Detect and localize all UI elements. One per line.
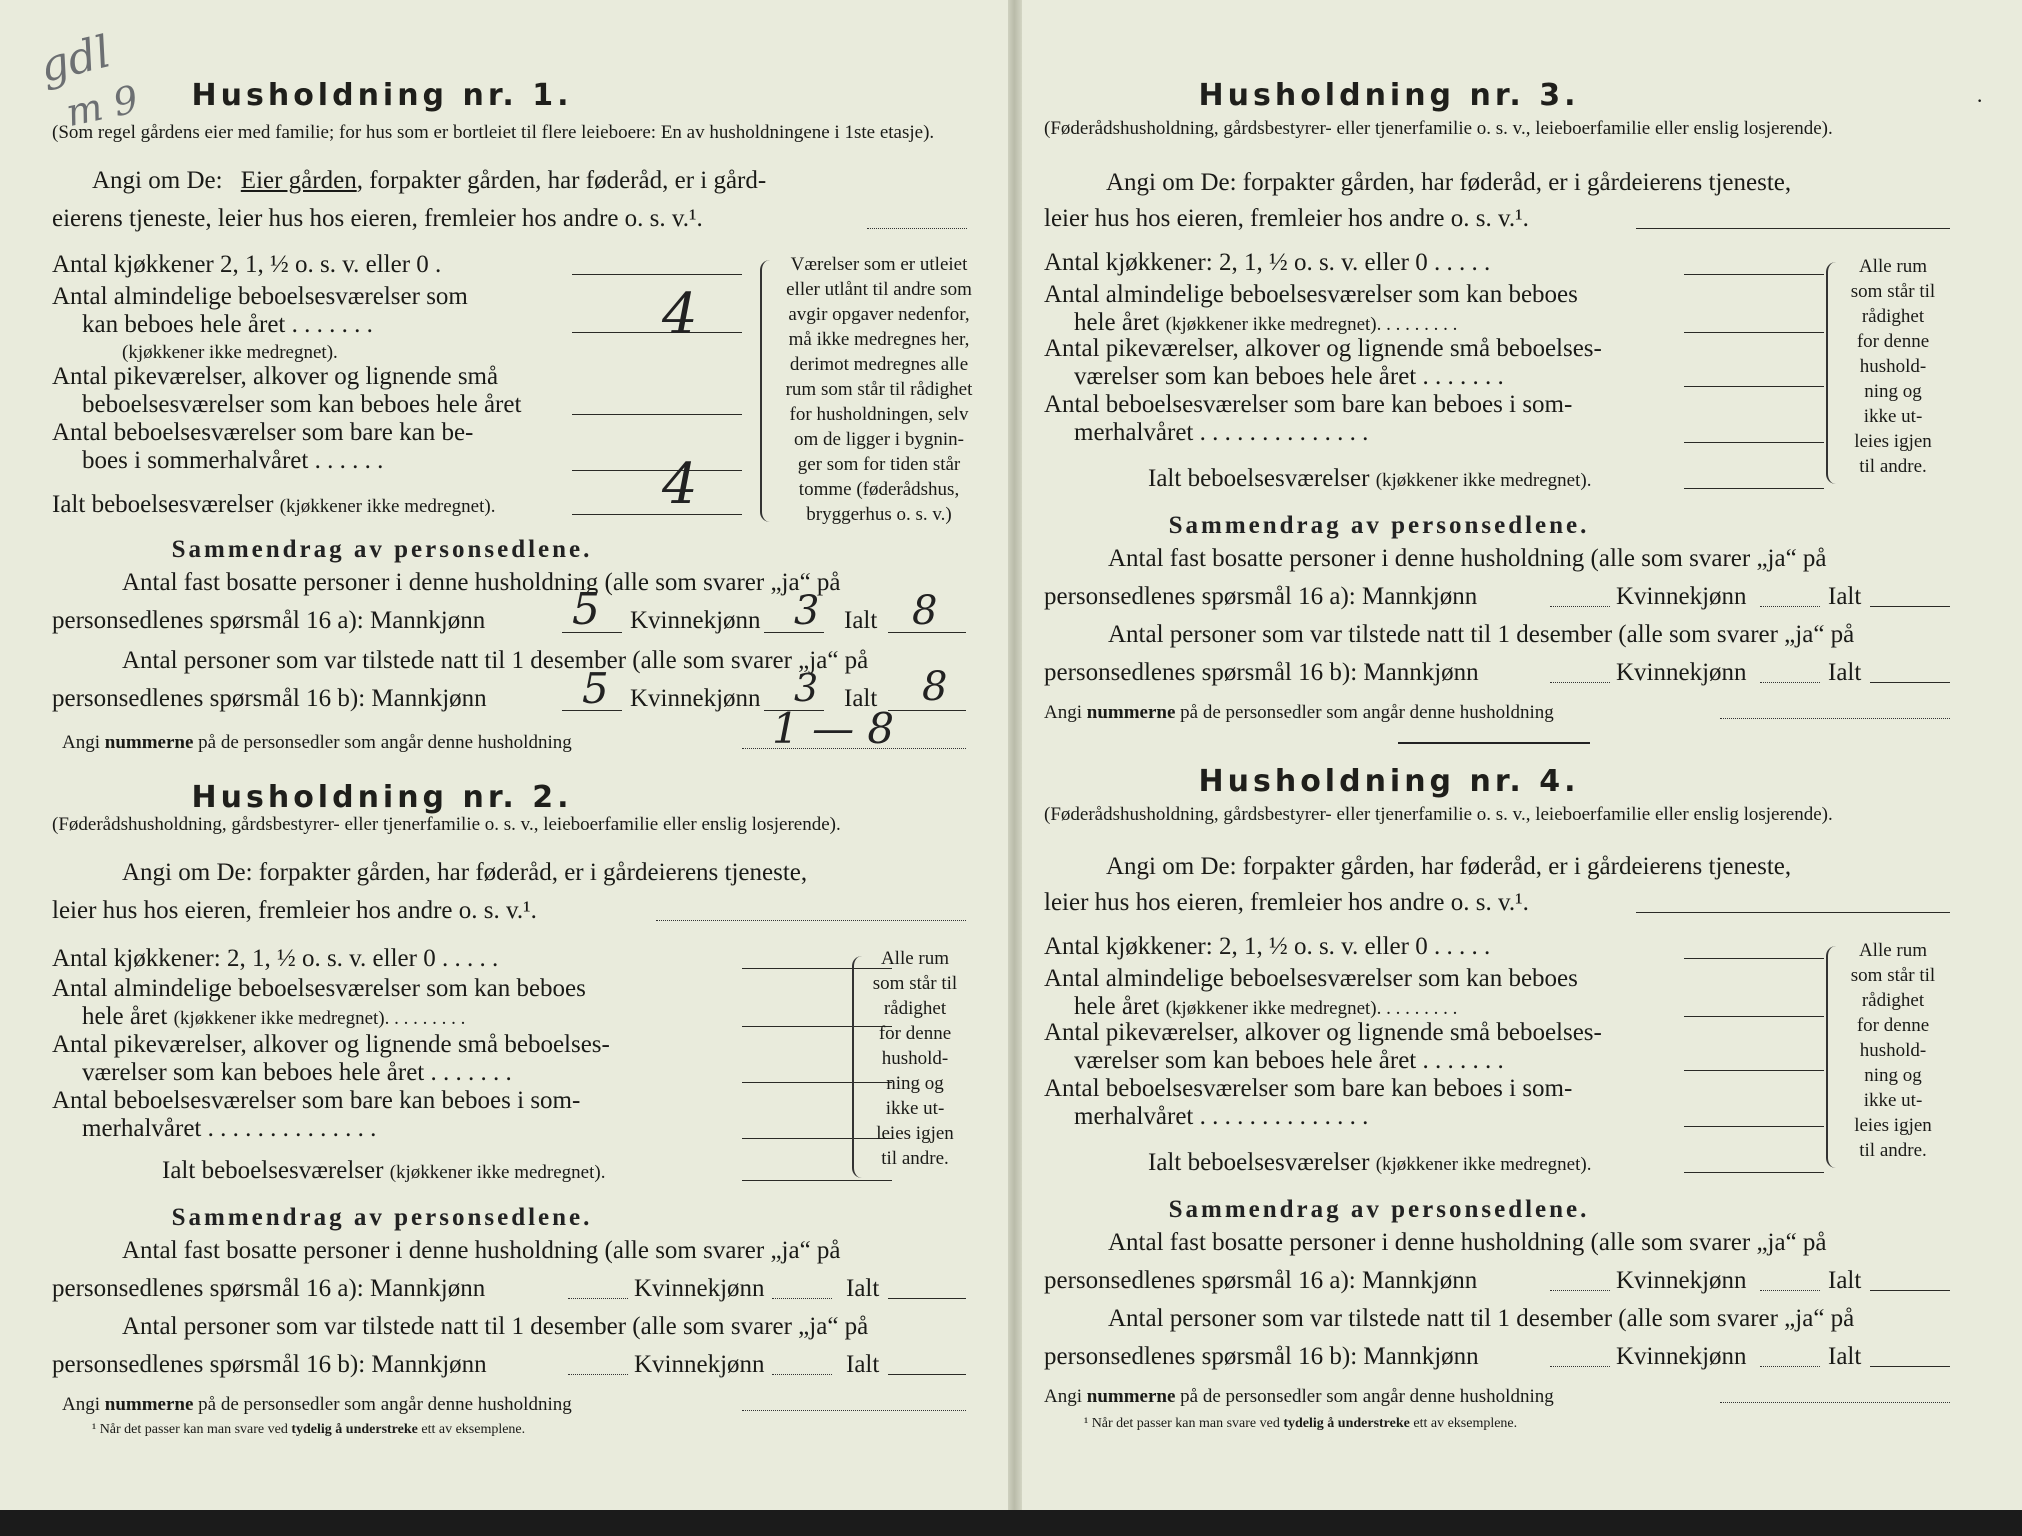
summer-rooms-line bbox=[1684, 1126, 1824, 1127]
total-line bbox=[1870, 682, 1950, 683]
side-note-line: ning og bbox=[1864, 381, 1922, 402]
summer-rooms-label-b: merhalvåret . . . . . . . . . . . . . . bbox=[82, 1115, 377, 1142]
person-numbers-keyword: nummerne bbox=[1086, 702, 1176, 723]
small-rooms-label-a: Antal pikeværelser, alkover og lignende små beboelses- bbox=[52, 1031, 610, 1058]
female-label: Kvinnekjønn bbox=[1616, 583, 1747, 610]
person-numbers-line bbox=[1720, 1402, 1950, 1403]
pencil-annotation-top: gdl bbox=[34, 26, 116, 93]
side-note bbox=[1838, 254, 1948, 479]
side-note-line: leies igjen bbox=[1854, 431, 1932, 452]
rooms-line bbox=[572, 332, 742, 333]
total-rooms-label bbox=[52, 490, 495, 522]
male-line bbox=[1550, 1366, 1610, 1367]
resident-persons-label: Antal fast bosatte personer i denne husholdning (alle som svarer „ja“ på bbox=[1108, 1229, 1827, 1256]
total-label: Ialt bbox=[1828, 659, 1862, 686]
female-label: Kvinnekjønn bbox=[1616, 1343, 1747, 1370]
side-note-line: som står til bbox=[1850, 281, 1936, 302]
side-note-brace bbox=[1826, 946, 1838, 1168]
footnote bbox=[1084, 1416, 1517, 1432]
male-label: personsedlenes spørsmål 16 b): Mannkjønn bbox=[52, 1351, 487, 1378]
side-note-line: til andre. bbox=[1859, 1140, 1927, 1161]
small-rooms-label-a: Antal pikeværelser, alkover og lignende små beboelses- bbox=[1044, 1019, 1602, 1046]
male-line bbox=[1550, 1290, 1610, 1291]
male-label: personsedlenes spørsmål 16 a): Mannkjønn bbox=[1044, 1267, 1478, 1294]
rooms-label-a: Antal almindelige beboelsesværelser som bbox=[52, 283, 468, 310]
female-line bbox=[1760, 606, 1820, 607]
total-line bbox=[888, 1298, 966, 1299]
side-note-line: om de ligger i bygnin- bbox=[794, 429, 964, 450]
total-line bbox=[1870, 606, 1950, 607]
household-3-note: (Føderådshusholdning, gårdsbestyrer- eller tjenerfamilie o. s. v., leieboerfamilie eller enslig losjerende). bbox=[1044, 118, 1833, 139]
total-rooms-label bbox=[1148, 464, 1591, 496]
edge-mark: · bbox=[1976, 88, 1984, 113]
side-note-line: eller utlånt til andre som bbox=[786, 279, 972, 300]
male-line bbox=[568, 1298, 628, 1299]
total-label: Ialt bbox=[846, 1275, 880, 1302]
side-note-line: rådighet bbox=[1861, 306, 1925, 327]
angi-line-2: leier hus hos eieren, fremleier hos andre o. s. v.¹. bbox=[1044, 205, 1529, 232]
person-numbers-suffix: på de personsedler som angår denne husholdning bbox=[198, 1394, 572, 1415]
person-numbers-suffix: på de personsedler som angår denne husholdning bbox=[1180, 702, 1554, 723]
pencil-annotation-sub: m 9 bbox=[62, 76, 143, 136]
total-rooms-label bbox=[1148, 1148, 1591, 1180]
side-note-line: ger som for tiden står bbox=[797, 454, 961, 475]
resident-persons-row bbox=[52, 606, 485, 636]
total-line bbox=[888, 1374, 966, 1375]
household-4-note: (Føderådshusholdning, gårdsbestyrer- eller tjenerfamilie o. s. v., leieboerfamilie eller enslig losjerende). bbox=[1044, 804, 1833, 825]
summer-rooms-label-a: Antal beboelsesværelser som bare kan beboes i som- bbox=[1044, 391, 1573, 418]
summer-rooms-label-a: Antal beboelsesværelser som bare kan be- bbox=[52, 419, 474, 446]
rooms-label-b: kan beboes hele året . . . . . . . bbox=[82, 311, 373, 338]
total-label: Ialt bbox=[1828, 1343, 1862, 1370]
summer-rooms-line bbox=[572, 470, 742, 471]
side-note-line: tomme (føderådshus, bbox=[798, 479, 960, 500]
small-rooms-line bbox=[1684, 386, 1824, 387]
side-note-line: leies igjen bbox=[1854, 1115, 1932, 1136]
total-line bbox=[1870, 1290, 1950, 1291]
total-label: Ialt bbox=[1828, 583, 1862, 610]
side-note bbox=[860, 946, 970, 1171]
female-count: 3 bbox=[794, 588, 820, 634]
total-rooms-label-note: (kjøkkener ikke medregnet). bbox=[279, 496, 496, 517]
rooms-label-a: Antal almindelige beboelsesværelser som kan beboes bbox=[1044, 965, 1578, 992]
kitchens-label: Antal kjøkkener: 2, 1, ½ o. s. v. eller 0 . . . . . bbox=[1044, 933, 1491, 960]
resident-persons-label: Antal fast bosatte personer i denne husholdning (alle som svarer „ja“ på bbox=[122, 1237, 841, 1264]
rooms-label-b-note: (kjøkkener ikke medregnet). . . . . . . . . bbox=[1165, 998, 1458, 1019]
side-note-line: bryggerhus o. s. v.) bbox=[806, 504, 952, 525]
person-numbers-line bbox=[1720, 718, 1950, 719]
person-numbers-line bbox=[742, 1410, 966, 1411]
side-note-line: for husholdningen, selv bbox=[789, 404, 969, 425]
person-numbers-keyword: nummerne bbox=[1086, 1386, 1176, 1407]
total-rooms-label-main: Ialt beboelsesværelser bbox=[162, 1157, 384, 1184]
left-page bbox=[52, 0, 972, 1510]
person-numbers-suffix: på de personsedler som angår denne husholdning bbox=[198, 732, 572, 753]
male-label: personsedlenes spørsmål 16 a): Mannkjønn bbox=[52, 607, 486, 634]
angi-answer-line bbox=[656, 920, 966, 921]
male-label: personsedlenes spørsmål 16 a): Mannkjønn bbox=[1044, 583, 1478, 610]
side-note-line: for denne bbox=[1856, 1015, 1930, 1036]
angi-prefix: Angi om De: bbox=[92, 167, 223, 194]
angi-line-2: leier hus hos eieren, fremleier hos andre o. s. v.¹. bbox=[1044, 889, 1529, 916]
female-count: 3 bbox=[794, 666, 819, 710]
footnote-prefix: ¹ Når det passer kan man svare ved bbox=[1084, 1416, 1280, 1431]
side-note-line: til andre. bbox=[1859, 456, 1927, 477]
summer-rooms-label-b: boes i sommerhalvåret . . . . . . bbox=[82, 447, 384, 474]
side-note-line: for denne bbox=[878, 1023, 952, 1044]
present-persons-row bbox=[52, 684, 487, 714]
total-rooms-line bbox=[742, 1180, 892, 1181]
person-numbers-label bbox=[62, 728, 572, 758]
female-line bbox=[1760, 1290, 1820, 1291]
female-line bbox=[1760, 682, 1820, 683]
side-note-line: hushold- bbox=[1859, 1040, 1927, 1061]
present-persons-label: Antal personer som var tilstede natt til 1 desember (alle som svarer „ja“ på bbox=[1108, 621, 1855, 648]
rooms-label-b-main: hele året bbox=[82, 1003, 168, 1030]
summary-title: Sammendrag av personsedlene. bbox=[1168, 1196, 1590, 1223]
male-line bbox=[1550, 682, 1610, 683]
side-note-line: for denne bbox=[1856, 331, 1930, 352]
side-note-line: ikke ut- bbox=[1863, 1090, 1923, 1111]
female-line bbox=[1760, 1366, 1820, 1367]
female-line bbox=[772, 1298, 832, 1299]
angi-line-1: Angi om De: forpakter gården, har føderåd, er i gårdeierens tjeneste, bbox=[1106, 853, 1792, 880]
total-rooms-label-note: (kjøkkener ikke medregnet). bbox=[1375, 1154, 1592, 1175]
angi-line-2: leier hus hos eieren, fremleier hos andre o. s. v.¹. bbox=[52, 897, 537, 924]
total-rooms-label-note: (kjøkkener ikke medregnet). bbox=[1375, 470, 1592, 491]
kitchens-line bbox=[572, 274, 742, 275]
household-2-note: (Føderådshusholdning, gårdsbestyrer- eller tjenerfamilie o. s. v., leieboerfamilie eller enslig losjerende). bbox=[52, 814, 841, 835]
side-note bbox=[774, 252, 984, 527]
side-note-line: til andre. bbox=[881, 1148, 949, 1169]
person-numbers-label bbox=[1044, 698, 1554, 728]
male-label: personsedlenes spørsmål 16 a): Mannkjønn bbox=[52, 1275, 486, 1302]
kitchens-label: Antal kjøkkener 2, 1, ½ o. s. v. eller 0 . bbox=[52, 251, 442, 278]
side-note-line: rådighet bbox=[883, 998, 947, 1019]
angi-line-1: Angi om De: forpakter gården, har føderåd, er i gårdeierens tjeneste, bbox=[122, 859, 808, 886]
rooms-label-a: Antal almindelige beboelsesværelser som kan beboes bbox=[1044, 281, 1578, 308]
summer-rooms-label-b: merhalvåret . . . . . . . . . . . . . . bbox=[1074, 419, 1369, 446]
summer-rooms-label-a: Antal beboelsesværelser som bare kan beboes i som- bbox=[1044, 1075, 1573, 1102]
total-label: Ialt bbox=[844, 685, 878, 712]
resident-persons-label: Antal fast bosatte personer i denne husholdning (alle som svarer „ja“ på bbox=[1108, 545, 1827, 572]
kitchens-line bbox=[1684, 274, 1824, 275]
side-note-line: hushold- bbox=[1859, 356, 1927, 377]
side-note-line: leies igjen bbox=[876, 1123, 954, 1144]
total-rooms-value: 4 bbox=[662, 452, 698, 517]
side-note-line: Værelser som er utleiet bbox=[790, 254, 968, 275]
female-label: Kvinnekjønn bbox=[634, 1351, 765, 1378]
side-note-line: derimot medregnes alle bbox=[789, 354, 969, 375]
rooms-label-c: (kjøkkener ikke medregnet). bbox=[122, 342, 338, 363]
total-count: 8 bbox=[922, 664, 948, 710]
side-note-line: som står til bbox=[1850, 965, 1936, 986]
total-line bbox=[1870, 1366, 1950, 1367]
person-numbers-prefix: Angi bbox=[62, 732, 100, 753]
rooms-label-b-note: (kjøkkener ikke medregnet). . . . . . . . . bbox=[1165, 314, 1458, 335]
page-fold bbox=[1008, 0, 1022, 1536]
side-note bbox=[1838, 938, 1948, 1163]
side-note-brace bbox=[760, 260, 774, 522]
present-persons-label: Antal personer som var tilstede natt til 1 desember (alle som svarer „ja“ på bbox=[122, 1313, 869, 1340]
side-note-line: avgir opgaver nedenfor, bbox=[788, 304, 970, 325]
female-label: Kvinnekjønn bbox=[634, 1275, 765, 1302]
footnote-suffix: ett av eksemplene. bbox=[1413, 1416, 1518, 1431]
rooms-line bbox=[1684, 332, 1824, 333]
small-rooms-label-a: Antal pikeværelser, alkover og lignende små beboelses- bbox=[1044, 335, 1602, 362]
total-rooms-label-main: Ialt beboelsesværelser bbox=[1148, 1149, 1370, 1176]
total-line bbox=[888, 710, 966, 711]
household-1-note: (Som regel gårdens eier med familie; for hus som er bortleiet til flere leieboere: En av husholdningene i 1ste etasje). bbox=[52, 122, 935, 143]
angi-line-2: eierens tjeneste, leier hus hos eieren, fremleier hos andre o. s. v.¹. bbox=[52, 205, 703, 232]
angi-label bbox=[92, 166, 766, 196]
male-label: personsedlenes spørsmål 16 b): Mannkjønn bbox=[1044, 659, 1479, 686]
person-numbers-label bbox=[62, 1390, 572, 1420]
total-rooms-label bbox=[162, 1156, 605, 1188]
side-note-line: ning og bbox=[886, 1073, 944, 1094]
side-note-brace bbox=[1826, 262, 1838, 484]
side-note-line: rum som står til rådighet bbox=[785, 379, 973, 400]
male-count: 5 bbox=[572, 584, 600, 635]
rooms-value: 4 bbox=[662, 282, 698, 347]
person-numbers-keyword: nummerne bbox=[104, 1394, 194, 1415]
eier-garden-underlined: Eier gården bbox=[240, 167, 357, 194]
summary-title: Sammendrag av personsedlene. bbox=[171, 536, 593, 563]
male-line bbox=[1550, 606, 1610, 607]
footnote-emphasis: tydelig å understreke bbox=[1283, 1416, 1410, 1431]
side-note-line: Alle rum bbox=[880, 948, 950, 969]
male-label: personsedlenes spørsmål 16 b): Mannkjønn bbox=[1044, 1343, 1479, 1370]
total-label: Ialt bbox=[1828, 1267, 1862, 1294]
footnote-suffix: ett av eksemplene. bbox=[421, 1422, 526, 1437]
household-2-title: Husholdning nr. 2. bbox=[191, 780, 573, 815]
female-label: Kvinnekjønn bbox=[630, 685, 761, 712]
right-page bbox=[1044, 0, 1984, 1510]
angi-answer-line bbox=[1636, 912, 1950, 913]
total-rooms-line bbox=[1684, 488, 1824, 489]
kitchens-label: Antal kjøkkener: 2, 1, ½ o. s. v. eller 0 . . . . . bbox=[1044, 249, 1491, 276]
small-rooms-label-b: beboelsesværelser som kan beboes hele året bbox=[82, 391, 522, 418]
rooms-label-b-note: (kjøkkener ikke medregnet). . . . . . . . . bbox=[173, 1008, 466, 1029]
rooms-line bbox=[1684, 1016, 1824, 1017]
side-note-line: Alle rum bbox=[1858, 256, 1928, 277]
person-numbers-prefix: Angi bbox=[62, 1394, 100, 1415]
section-separator bbox=[1398, 742, 1590, 744]
female-label: Kvinnekjønn bbox=[630, 607, 761, 634]
footnote bbox=[92, 1422, 525, 1438]
resident-persons-label: Antal fast bosatte personer i denne husholdning (alle som svarer „ja“ på bbox=[122, 569, 841, 596]
small-rooms-label-b: værelser som kan beboes hele året . . . . . . . bbox=[1074, 1047, 1504, 1074]
small-rooms-label-a: Antal pikeværelser, alkover og lignende små bbox=[52, 363, 499, 390]
kitchens-line bbox=[1684, 958, 1824, 959]
female-label: Kvinnekjønn bbox=[1616, 1267, 1747, 1294]
total-rooms-line bbox=[572, 514, 742, 515]
angi-answer-line bbox=[1636, 228, 1950, 229]
side-note-line: ikke ut- bbox=[1863, 406, 1923, 427]
male-line bbox=[568, 1374, 628, 1375]
footnote-prefix: ¹ Når det passer kan man svare ved bbox=[92, 1422, 288, 1437]
side-note-line: ikke ut- bbox=[885, 1098, 945, 1119]
summer-rooms-label-b: merhalvåret . . . . . . . . . . . . . . bbox=[1074, 1103, 1369, 1130]
person-numbers-label bbox=[1044, 1382, 1554, 1412]
summary-title: Sammendrag av personsedlene. bbox=[171, 1204, 593, 1231]
scan-border bbox=[0, 1510, 2022, 1536]
rooms-label-a: Antal almindelige beboelsesværelser som kan beboes bbox=[52, 975, 586, 1002]
side-note-line: må ikke medregnes her, bbox=[788, 329, 970, 350]
present-persons-label: Antal personer som var tilstede natt til 1 desember (alle som svarer „ja“ på bbox=[122, 647, 869, 674]
person-numbers-value: 1 — 8 bbox=[772, 704, 895, 753]
person-numbers-keyword: nummerne bbox=[104, 732, 194, 753]
small-rooms-label-b: værelser som kan beboes hele året . . . . . . . bbox=[82, 1059, 512, 1086]
small-rooms-line bbox=[572, 414, 742, 415]
male-count: 5 bbox=[582, 664, 609, 713]
small-rooms-line bbox=[1684, 1070, 1824, 1071]
summary-title: Sammendrag av personsedlene. bbox=[1168, 512, 1590, 539]
female-label: Kvinnekjønn bbox=[1616, 659, 1747, 686]
total-rooms-label-note: (kjøkkener ikke medregnet). bbox=[389, 1162, 606, 1183]
total-label: Ialt bbox=[844, 607, 878, 634]
total-label: Ialt bbox=[846, 1351, 880, 1378]
rooms-label-b-main: hele året bbox=[1074, 993, 1160, 1020]
rooms-label-b-main: hele året bbox=[1074, 309, 1160, 336]
household-4-title: Husholdning nr. 4. bbox=[1198, 764, 1580, 799]
present-persons-label: Antal personer som var tilstede natt til 1 desember (alle som svarer „ja“ på bbox=[1108, 1305, 1855, 1332]
small-rooms-label-b: værelser som kan beboes hele året . . . . . . . bbox=[1074, 363, 1504, 390]
person-numbers-prefix: Angi bbox=[1044, 702, 1082, 723]
side-note-line: hushold- bbox=[881, 1048, 949, 1069]
total-count: 8 bbox=[912, 588, 938, 634]
angi-line-1: Angi om De: forpakter gården, har føderåd, er i gårdeierens tjeneste, bbox=[1106, 169, 1792, 196]
male-label: personsedlenes spørsmål 16 b): Mannkjønn bbox=[52, 685, 487, 712]
side-note-line: ning og bbox=[1864, 1065, 1922, 1086]
side-note-line: som står til bbox=[872, 973, 958, 994]
total-rooms-line bbox=[1684, 1172, 1824, 1173]
person-numbers-prefix: Angi bbox=[1044, 1386, 1082, 1407]
side-note-line: Alle rum bbox=[1858, 940, 1928, 961]
summer-rooms-label-a: Antal beboelsesværelser som bare kan beboes i som- bbox=[52, 1087, 581, 1114]
total-rooms-label-main: Ialt beboelsesværelser bbox=[1148, 465, 1370, 492]
total-rooms-label-main: Ialt beboelsesværelser bbox=[52, 491, 274, 518]
household-3-title: Husholdning nr. 3. bbox=[1198, 78, 1580, 113]
footnote-emphasis: tydelig å understreke bbox=[291, 1422, 418, 1437]
household-1-title: Husholdning nr. 1. bbox=[191, 78, 573, 113]
female-line bbox=[772, 1374, 832, 1375]
side-note-line: rådighet bbox=[1861, 990, 1925, 1011]
angi-rest: , forpakter gården, har føderåd, er i gård- bbox=[356, 167, 767, 194]
kitchens-label: Antal kjøkkener: 2, 1, ½ o. s. v. eller 0 . . . . . bbox=[52, 945, 499, 972]
summer-rooms-line bbox=[1684, 442, 1824, 443]
person-numbers-suffix: på de personsedler som angår denne husholdning bbox=[1180, 1386, 1554, 1407]
angi-answer-line bbox=[867, 228, 967, 229]
